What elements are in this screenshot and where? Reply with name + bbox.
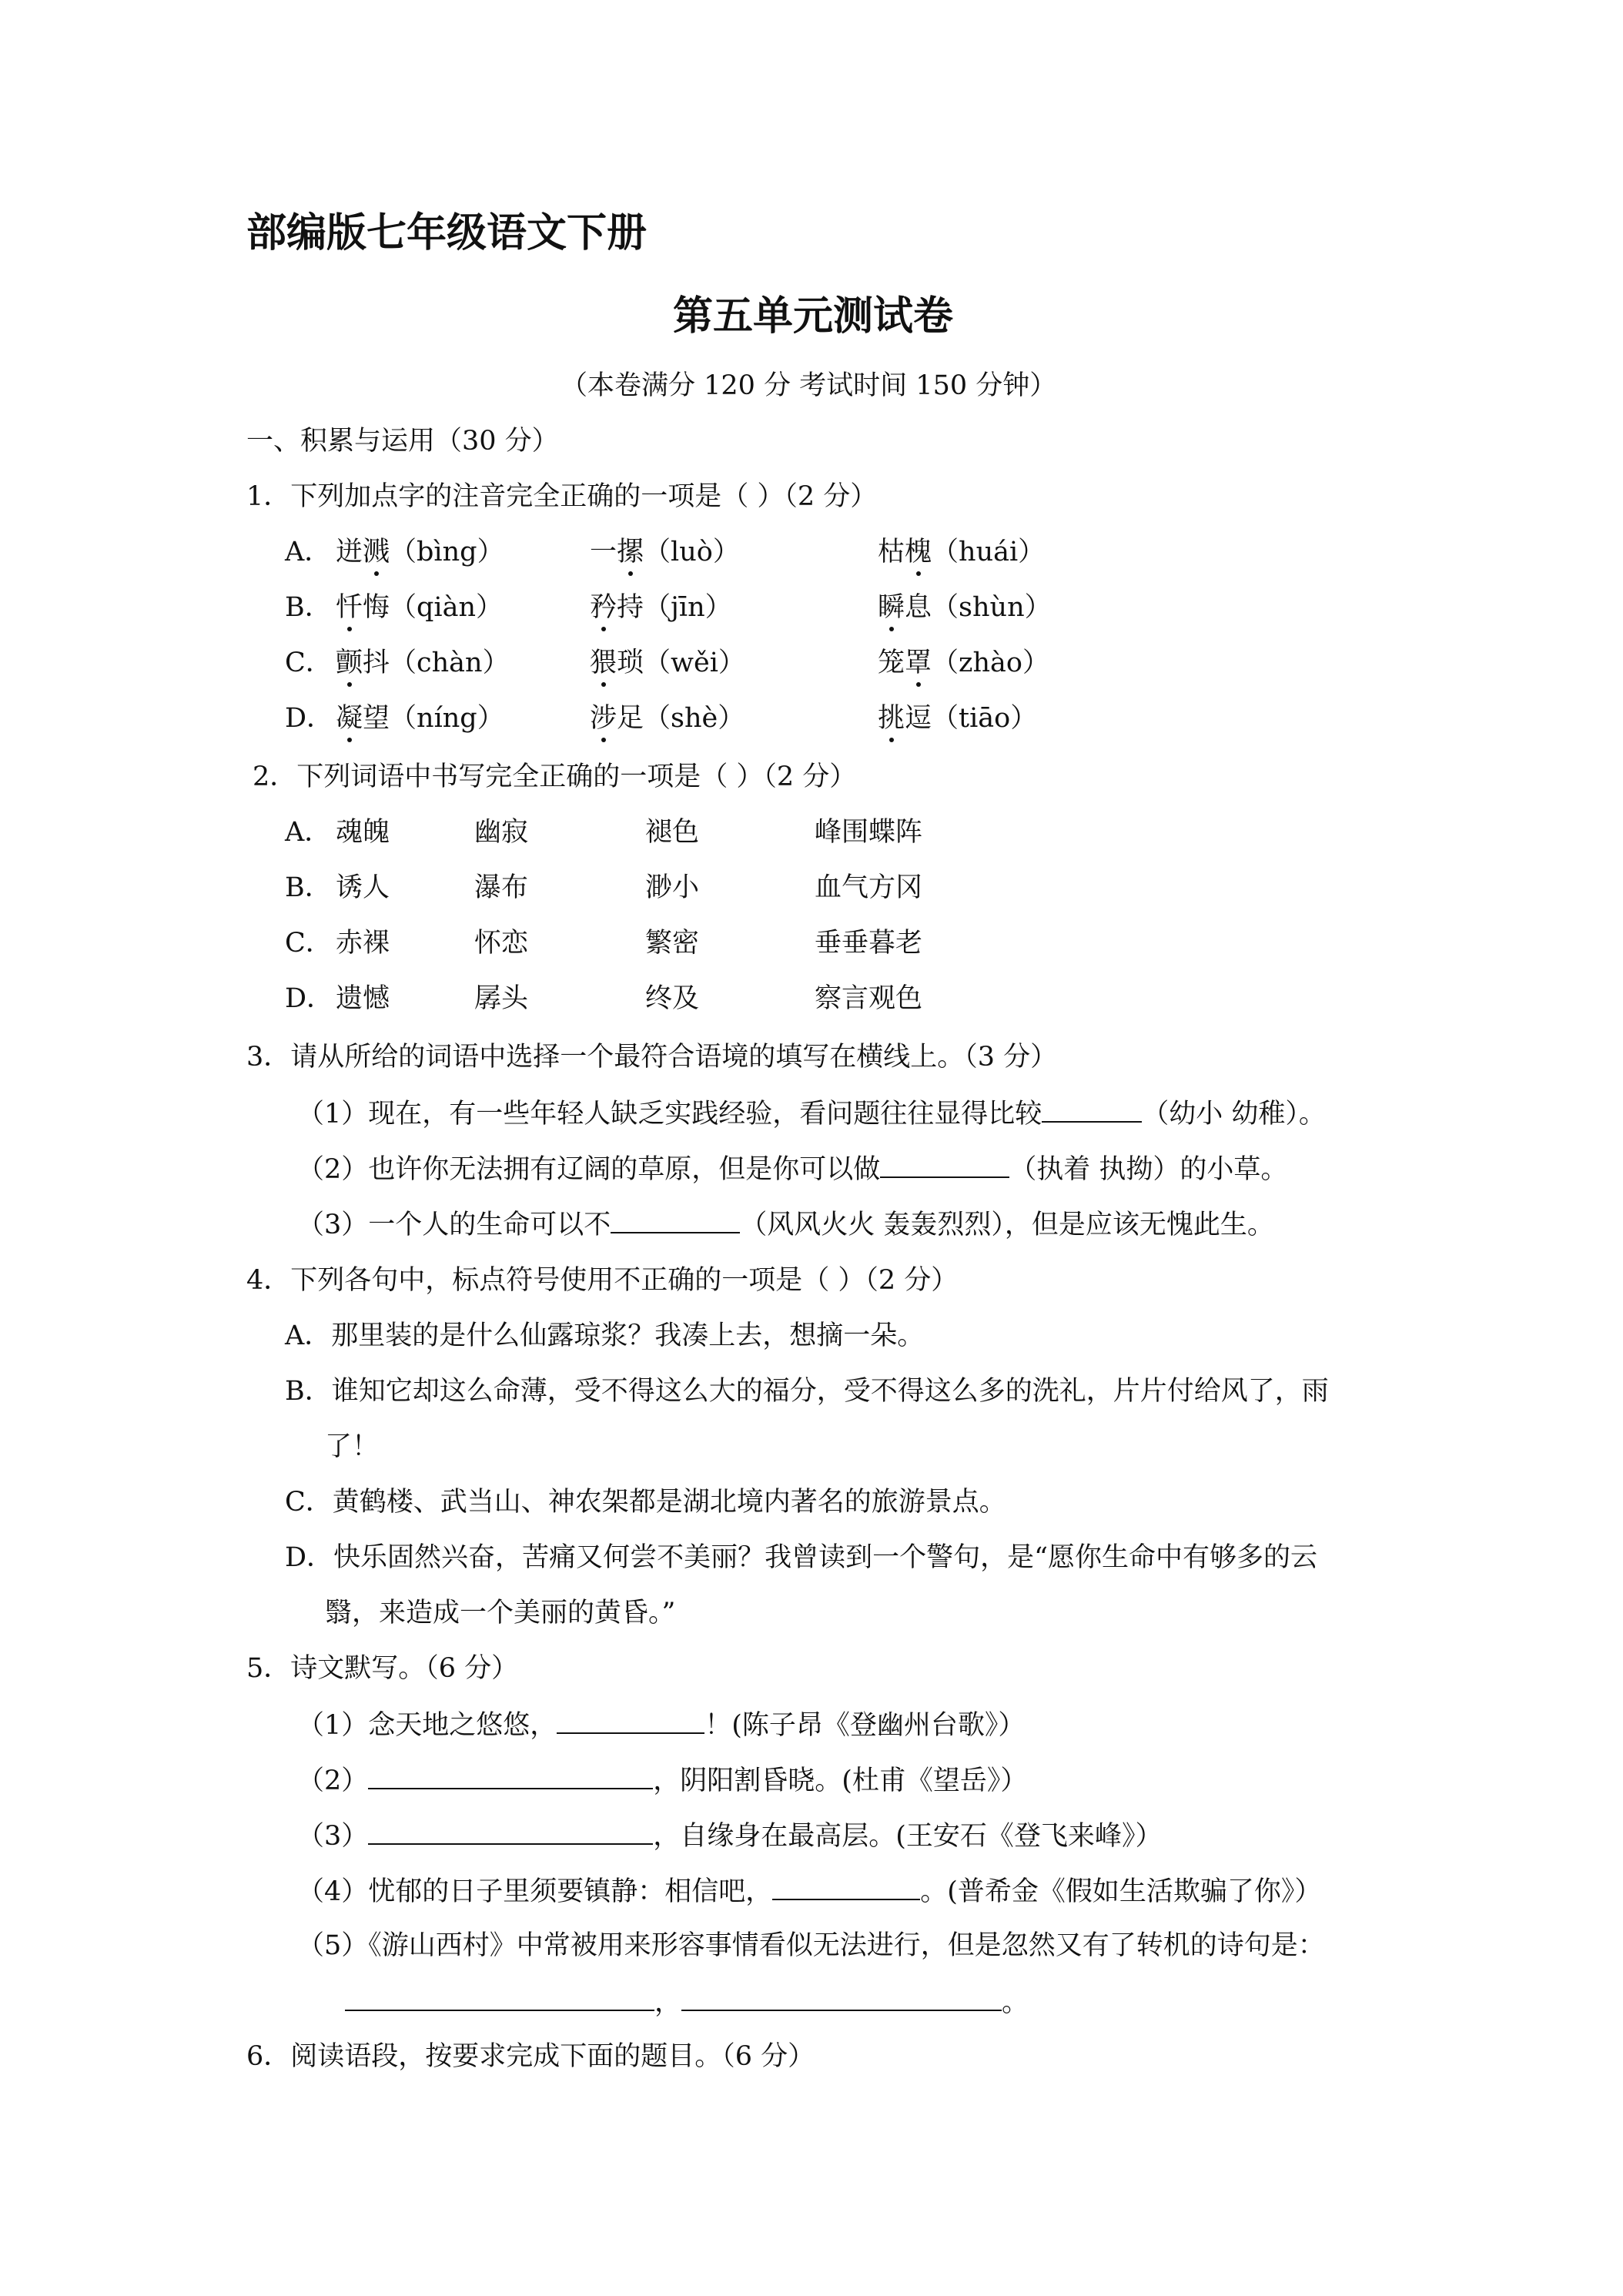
word: 峰围蝶阵 <box>815 817 923 848</box>
pinyin: （bìng） <box>390 537 504 567</box>
question-5-item-5-blanks <box>345 1983 1029 2020</box>
word: 褪色 <box>645 817 700 848</box>
word: 魂魄 <box>336 817 390 848</box>
comma: ， <box>654 1987 682 2018</box>
word: 赤裸 <box>336 928 390 959</box>
option-letter: B． <box>285 592 332 623</box>
question-4-option-c: C．黄鹤楼、武当山、神农架都是湖北境内著名的旅游景点。 <box>285 1487 1006 1518</box>
dotted-char: 颤 <box>336 645 363 681</box>
pinyin: （jīn） <box>644 592 732 623</box>
word: 垂垂暮老 <box>815 928 923 959</box>
question-5-item-4 <box>297 1873 1321 1909</box>
question-3-item-3 <box>297 1206 1274 1243</box>
pinyin: （chàn） <box>390 648 510 678</box>
answer-blank[interactable] <box>611 1206 740 1233</box>
dotted-char: 猥 <box>590 645 617 681</box>
question-4-stem: 4．下列各句中，标点符号使用不正确的一项是（ ）（2 分） <box>246 1265 959 1296</box>
pinyin: （níng） <box>390 703 504 734</box>
answer-blank[interactable] <box>1042 1095 1142 1123</box>
pinyin: （shùn） <box>932 592 1052 623</box>
pinyin-item <box>336 590 503 625</box>
pinyin-item <box>878 534 1045 570</box>
item-text: （1）念天地之悠悠， <box>297 1710 557 1741</box>
word: 瀑布 <box>474 872 529 903</box>
pinyin-item <box>878 590 1052 625</box>
item-text: （2）也许你无法拥有辽阔的草原，但是你可以做 <box>297 1154 881 1185</box>
word: 怀恋 <box>474 928 529 959</box>
dotted-char: 溅 <box>363 534 390 570</box>
word: 幽寂 <box>474 817 529 848</box>
word-char: 一 <box>590 537 617 567</box>
question-3-stem: 3．请从所给的词语中选择一个最符合语境的填写在横线上。（3 分） <box>246 1042 1058 1073</box>
question-4-option-b: B．谁知它却这么命薄，受不得这么大的福分，受不得这么多的洗礼，片片付给风了，雨 <box>285 1376 1329 1407</box>
question-5-item-5: （5）《游山西村》中常被用来形容事情看似无法进行，但是忽然又有了转机的诗句是： <box>297 1930 1325 1961</box>
answer-blank[interactable] <box>345 1983 654 2011</box>
item-text: （2） <box>297 1766 369 1796</box>
option-letter: C． <box>285 928 333 959</box>
option-letter: B． <box>285 872 332 903</box>
dotted-char: 忏 <box>336 590 363 625</box>
word: 察言观色 <box>815 983 923 1014</box>
pinyin-item <box>336 645 510 681</box>
question-1-stem: 1．下列加点字的注音完全正确的一项是（ ）（2 分） <box>246 481 878 512</box>
word: 终及 <box>645 983 700 1014</box>
question-4-option-a: A．那里装的是什么仙露琼浆？我凑上去，想摘一朵。 <box>285 1320 925 1351</box>
pinyin-item <box>336 534 504 570</box>
item-options: （执着 执拗）的小草。 <box>1009 1154 1288 1185</box>
answer-blank[interactable] <box>681 1983 1002 2011</box>
exam-info: （本卷满分 120 分 考试时间 150 分钟） <box>561 370 1057 401</box>
word-char: 逗 <box>905 703 932 734</box>
pinyin-item <box>590 701 745 736</box>
item-source: ！(陈子昂《登幽州台歌》） <box>704 1710 1026 1741</box>
word: 血气方冈 <box>815 872 923 903</box>
word: 渺小 <box>645 872 700 903</box>
dotted-char: 槐 <box>905 534 932 570</box>
option-letter: C． <box>285 648 333 678</box>
item-text: （3）一个人的生命可以不 <box>297 1210 611 1240</box>
word-char: 息 <box>905 592 932 623</box>
word: 诱人 <box>336 872 390 903</box>
word-char: 望 <box>363 703 390 734</box>
pinyin: （wěi） <box>644 648 745 678</box>
series-title: 部编版七年级语文下册 <box>246 210 648 256</box>
word: 繁密 <box>645 928 700 959</box>
pinyin: （huái） <box>932 537 1046 567</box>
section-heading: 一、积累与运用（30 分） <box>246 426 559 457</box>
dotted-char: 罩 <box>905 645 932 681</box>
question-5-item-3 <box>297 1817 1162 1854</box>
dotted-char: 瞬 <box>878 590 905 625</box>
item-source: ，自缘身在最高层。(王安石《登飞来峰》） <box>653 1821 1163 1852</box>
pinyin-item <box>336 701 504 736</box>
question-4-option-b-cont: 了！ <box>325 1431 380 1462</box>
item-source: 。(普希金《假如生活欺骗了你》） <box>920 1876 1322 1907</box>
word-char: 枯 <box>878 537 905 567</box>
word-char: 迸 <box>336 537 363 567</box>
question-4-option-d-cont: 翳，来造成一个美丽的黄昏。” <box>325 1598 676 1628</box>
option-letter: A． <box>285 817 332 848</box>
pinyin-item <box>878 701 1037 736</box>
dotted-char: 凝 <box>336 701 363 736</box>
dotted-char: 涉 <box>590 701 617 736</box>
option-letter: D． <box>285 703 334 734</box>
pinyin: （luò） <box>644 537 740 567</box>
answer-blank[interactable] <box>880 1150 1009 1178</box>
question-4-option-d: D．快乐固然兴奋，苦痛又何尝不美丽？我曾读到一个警句，是“愿你生命中有够多的云 <box>285 1542 1317 1573</box>
pinyin: （tiāo） <box>932 703 1038 734</box>
word-char: 悔 <box>363 592 390 623</box>
question-2-stem: 2．下列词语中书写完全正确的一项是（ ）（2 分） <box>253 761 857 792</box>
answer-blank[interactable] <box>772 1873 920 1900</box>
pinyin: （qiàn） <box>390 592 504 623</box>
word-char: 琐 <box>617 648 644 678</box>
option-letter: D． <box>285 983 334 1014</box>
dotted-char: 摞 <box>617 534 644 570</box>
item-options: （幼小 幼稚）。 <box>1142 1099 1326 1130</box>
page-title: 第五单元测试卷 <box>673 293 954 340</box>
word-char: 抖 <box>363 648 390 678</box>
option-letter: A． <box>285 537 332 567</box>
item-text: （3） <box>297 1821 369 1852</box>
pinyin-item <box>878 645 1049 681</box>
item-source: ，阴阳割昏晓。(杜甫《望岳》） <box>653 1766 1028 1796</box>
dotted-char: 矜 <box>590 590 617 625</box>
word: 孱头 <box>474 983 529 1014</box>
word: 遗憾 <box>336 983 390 1014</box>
word-char: 持 <box>617 592 644 623</box>
item-text: （4）忧郁的日子里须要镇静：相信吧， <box>297 1876 773 1907</box>
period: 。 <box>1002 1987 1029 2018</box>
question-3-item-1 <box>297 1095 1326 1132</box>
pinyin-item <box>590 590 732 625</box>
word-char: 足 <box>617 703 644 734</box>
pinyin: （shè） <box>644 703 745 734</box>
answer-blank[interactable] <box>557 1706 704 1734</box>
word-char: 笼 <box>878 648 905 678</box>
question-5-item-1 <box>297 1706 1025 1743</box>
item-text: （1）现在，有一些年轻人缺乏实践经验，看问题往往显得比较 <box>297 1099 1042 1130</box>
question-5-item-2 <box>297 1762 1027 1799</box>
pinyin-item <box>590 645 745 681</box>
pinyin-item <box>590 534 740 570</box>
answer-blank[interactable] <box>368 1762 653 1789</box>
dotted-char: 挑 <box>878 701 905 736</box>
question-6-stem: 6．阅读语段，按要求完成下面的题目。（6 分） <box>246 2041 815 2072</box>
pinyin: （zhào） <box>932 648 1049 678</box>
item-options: （风风火火 轰轰烈烈），但是应该无愧此生。 <box>740 1210 1274 1240</box>
question-5-stem: 5．诗文默写。（6 分） <box>246 1653 519 1684</box>
answer-blank[interactable] <box>368 1817 653 1845</box>
question-3-item-2 <box>297 1150 1287 1187</box>
